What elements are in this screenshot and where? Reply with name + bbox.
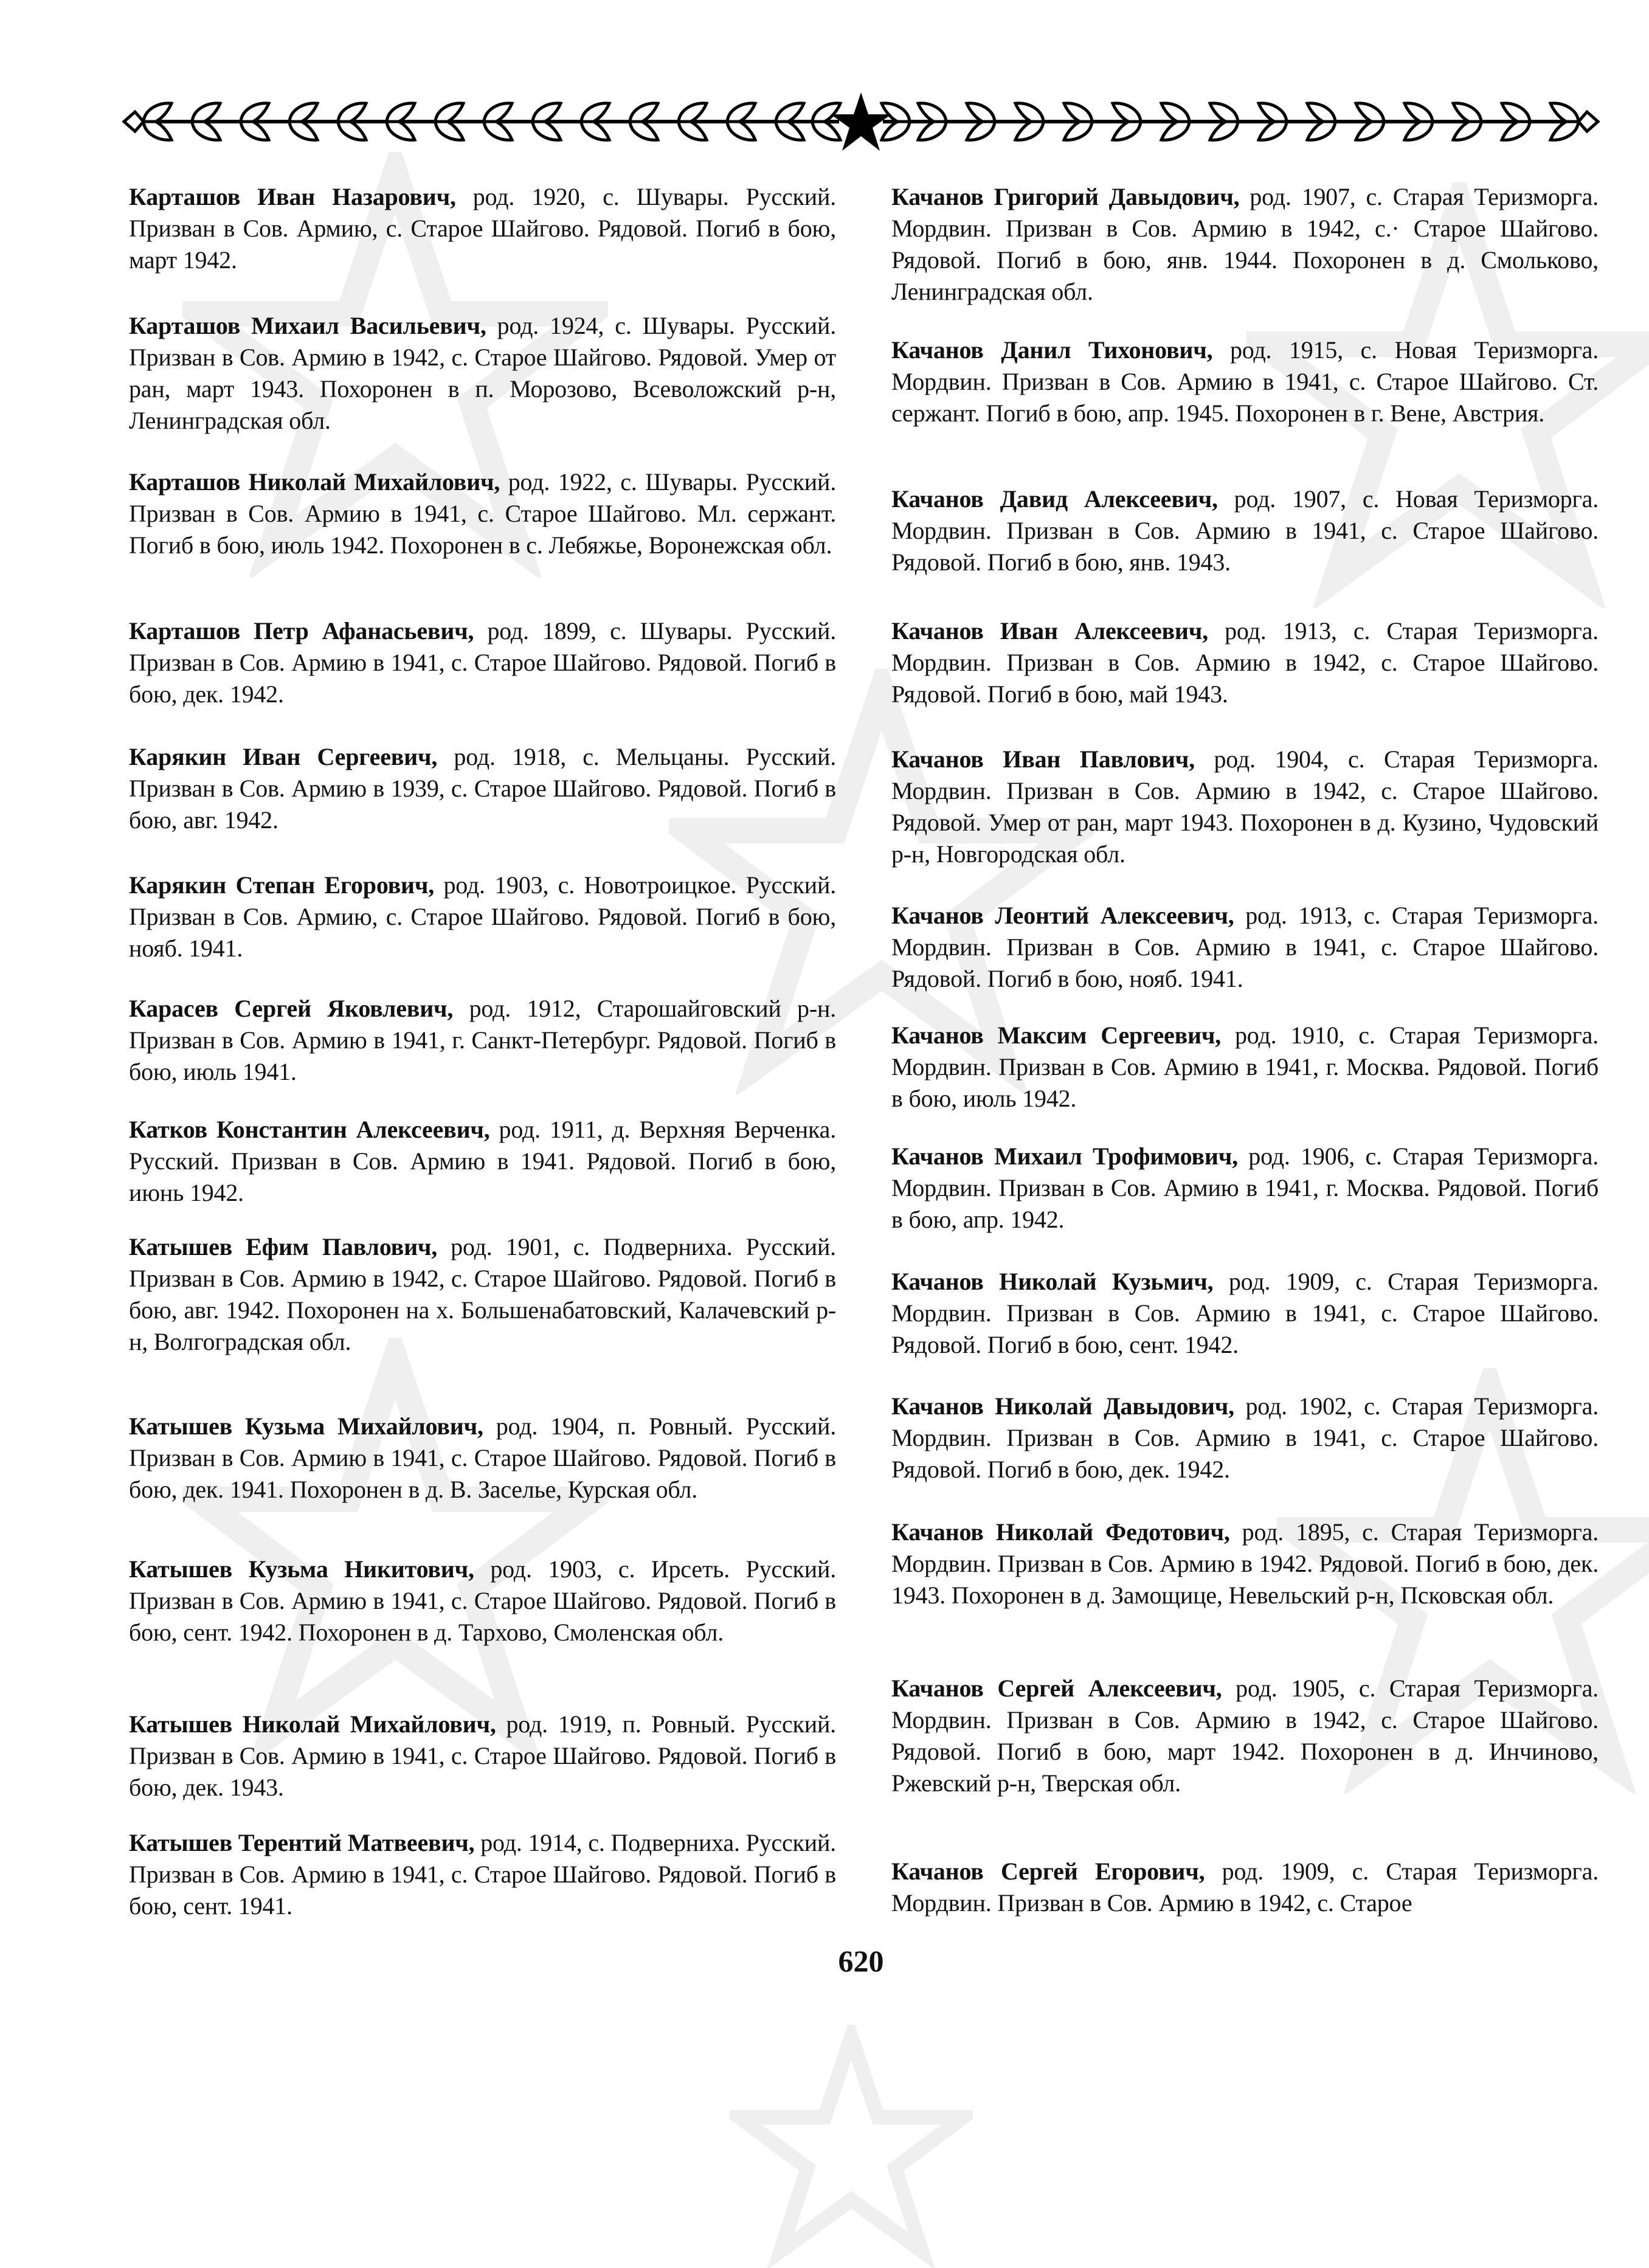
entry-name: Качанов Иван Алексеевич, <box>891 617 1208 645</box>
entry-name: Качанов Максим Сергеевич, <box>891 1022 1221 1049</box>
star-icon <box>831 92 891 151</box>
entry <box>891 900 1599 995</box>
entry-name: Катышев Терентий Матвеевич, <box>129 1829 475 1856</box>
watermark-star-icon <box>730 2025 973 2268</box>
entry <box>891 1141 1599 1236</box>
entry-text: род. 1909, с. Старая Теризморга. Мордвин. Призван в Сов. Армию в 1942, с. Старое <box>891 1858 1599 1917</box>
entry-name: Качанов Леонтий Алексеевич, <box>891 902 1234 929</box>
entry-name: Катков Константин Алексеевич, <box>129 1116 490 1143</box>
entry-text: род. 1899, с. Шувары. Русский. Призван в Сов. Армию в 1941, с. Старое Шайгово. Рядовой. Погиб в бою, дек. 1942. <box>129 617 836 708</box>
entry <box>891 334 1599 429</box>
entry-name: Карякин Иван Сергеевич, <box>129 743 438 770</box>
entry <box>891 1020 1599 1115</box>
entry-text: род. 1920, с. Шувары. Русский. Призван в Сов. Армию, с. Старое Шайгово. Рядовой. Погиб в бою, март 1942. <box>129 183 836 274</box>
entry-name: Катышев Ефим Павлович, <box>129 1233 438 1260</box>
entry-text: род. 1906, с. Старая Теризморга. Мордвин. Призван в Сов. Армию в 1941, г. Москва. Рядовой. Погиб в бою, апр. 1942. <box>891 1143 1599 1233</box>
entry <box>891 1266 1599 1361</box>
entry-text: род. 1912, Старошайговский р-н. Призван в Сов. Армию в 1941, г. Санкт-Петербург. Рядовой. Погиб в бою, июль 1941. <box>129 995 836 1085</box>
entry-text: род. 1902, с. Старая Теризморга. Мордвин. Призван в Сов. Армию в 1941, с. Старое Шайгово. Рядовой. Погиб в бою, дек. 1942. <box>891 1392 1599 1483</box>
entry-name: Карташов Михаил Васильевич, <box>129 312 486 339</box>
entry-name: Качанов Григорий Давыдович, <box>891 183 1240 210</box>
entry-name: Карташов Николай Михайлович, <box>129 468 500 496</box>
entry <box>129 1411 836 1506</box>
entry-name: Катышев Кузьма Никитович, <box>129 1555 474 1583</box>
entry-name: Качанов Николай Давыдович, <box>891 1392 1234 1420</box>
entry-text: род. 1903, с. Новотроицкое. Русский. Призван в Сов. Армию, с. Старое Шайгово. Рядовой. Погиб в бою, нояб. 1941. <box>129 871 836 962</box>
watermark-star-icon <box>182 1338 608 1763</box>
entry <box>129 466 836 561</box>
entry-name: Качанов Иван Павлович, <box>891 745 1195 773</box>
entry-name: Качанов Сергей Алексеевич, <box>891 1675 1222 1702</box>
entry-name: Качанов Данил Тихонович, <box>891 336 1213 364</box>
entry-name: Качанов Сергей Егорович, <box>891 1858 1205 1885</box>
entry-text: род. 1913, с. Старая Теризморга. Мордвин. Призван в Сов. Армию в 1941, с. Старое Шайгово. Рядовой. Погиб в бою, нояб. 1941. <box>891 902 1599 992</box>
entry-text: род. 1915, с. Новая Теризморга. Мордвин. Призван в Сов. Армию в 1941, с. Старое Шайгово. Ст. сержант. Погиб в бою, апр. 1945. Похоронен в г. Вене, Австрия. <box>891 336 1599 427</box>
entry <box>891 744 1599 870</box>
entry-text: род. 1907, с. Новая Теризморга. Мордвин. Призван в Сов. Армию в 1941, с. Старое Шайгово. Рядовой. Погиб в бою, янв. 1943. <box>891 485 1599 576</box>
entry-text: род. 1918, с. Мельцаны. Русский. Призван в Сов. Армию в 1939, с. Старое Шайгово. Рядовой. Погиб в бою, авг. 1942. <box>129 743 836 834</box>
entry-text: род. 1907, с. Старая Теризморга. Мордвин. Призван в Сов. Армию в 1942, с.· Старое Шайгово. Рядовой. Погиб в бою, янв. 1944. Похоронен в д. Смольково, Ленинградская обл. <box>891 183 1599 305</box>
entry-name: Качанов Николай Федотович, <box>891 1518 1230 1546</box>
entry <box>891 1673 1599 1799</box>
entry <box>891 615 1599 710</box>
laurel-ornament-icon <box>122 91 1600 152</box>
entry-text: род. 1911, д. Верхняя Верченка. Русский. Призван в Сов. Армию в 1941. Рядовой. Погиб в бою, июнь 1942. <box>129 1116 836 1206</box>
entry-text: род. 1904, п. Ровный. Русский. Призван в Сов. Армию в 1941, с. Старое Шайгово. Рядовой. Погиб в бою, дек. 1941. Похоронен в д. В. Заселье, Курская обл. <box>129 1412 836 1503</box>
entry-name: Качанов Николай Кузьмич, <box>891 1268 1214 1295</box>
entry <box>891 1391 1599 1485</box>
entry-name: Карташов Петр Афанасьевич, <box>129 617 474 645</box>
entry <box>129 1554 836 1648</box>
entry-name: Карташов Иван Назарович, <box>129 183 456 210</box>
entry-text: род. 1895, с. Старая Теризморга. Мордвин. Призван в Сов. Армию в 1942. Рядовой. Погиб в бою, дек. 1943. Похоронен в д. Замощице, Невельский р-н, Псковская обл. <box>891 1518 1599 1609</box>
entry-text: род. 1914, с. Подверниха. Русский. Призван в Сов. Армию в 1941, с. Старое Шайгово. Рядовой. Погиб в бою, сент. 1941. <box>129 1829 836 1920</box>
entry-name: Качанов Давид Алексеевич, <box>891 485 1218 513</box>
entry-name: Карасев Сергей Яковлевич, <box>129 995 454 1022</box>
entry <box>129 1231 836 1358</box>
entry-text: род. 1913, с. Старая Теризморга. Мордвин. Призван в Сов. Армию в 1942, с. Старое Шайгово. Рядовой. Погиб в бою, май 1943. <box>891 617 1599 708</box>
entry <box>129 615 836 710</box>
entry <box>891 1516 1599 1611</box>
entry <box>129 181 836 276</box>
entry <box>891 483 1599 578</box>
entry-name: Карякин Степан Егорович, <box>129 871 435 899</box>
entry-text: род. 1904, с. Старая Теризморга. Мордвин. Призван в Сов. Армию в 1942, с. Старое Шайгово. Рядовой. Умер от ран, март 1943. Похоронен в д. Кузино, Чудовский р-н, Новгородская обл. <box>891 745 1599 868</box>
entry <box>129 1827 836 1922</box>
entry-text: род. 1922, с. Шувары. Русский. Призван в Сов. Армию в 1941, с. Старое Шайгово. Мл. сержант. Погиб в бою, июль 1942. Похоронен в с. Лебяжье, Воронежская обл. <box>129 468 836 559</box>
entry-text: род. 1905, с. Старая Теризморга. Мордвин. Призван в Сов. Армию в 1942, с. Старое Шайгово. Рядовой. Погиб в бою, март 1942. Похоронен в д. Инчиново, Ржевский р-н, Тверская обл. <box>891 1675 1599 1797</box>
entry-text: род. 1924, с. Шувары. Русский. Призван в Сов. Армию в 1942, с. Старое Шайгово. Рядовой. Умер от ран, март 1943. Похоронен в п. Морозово, Всеволожский р-н, Ленинградская обл. <box>129 312 837 434</box>
entry-text: род. 1919, п. Ровный. Русский. Призван в Сов. Армию в 1941, с. Старое Шайгово. Рядовой. Погиб в бою, дек. 1943. <box>129 1710 836 1801</box>
entry <box>129 993 836 1088</box>
entry <box>129 870 836 964</box>
entry <box>891 1856 1599 1919</box>
entry <box>129 310 836 437</box>
entry <box>129 741 836 836</box>
entry <box>129 1709 836 1803</box>
entry-text: род. 1910, с. Старая Теризморга. Мордвин. Призван в Сов. Армию в 1941, г. Москва. Рядовой. Погиб в бою, июль 1942. <box>891 1022 1599 1112</box>
entry <box>891 181 1599 308</box>
entry <box>129 1114 836 1209</box>
entry-text: род. 1903, с. Ирсеть. Русский. Призван в Сов. Армию в 1941, с. Старое Шайгово. Рядовой. Погиб в бою, сент. 1942. Похоронен в д. Тархово, Смоленская обл. <box>129 1555 836 1646</box>
entry-name: Качанов Михаил Трофимович, <box>891 1143 1238 1170</box>
entry-name: Катышев Кузьма Михайлович, <box>129 1412 483 1440</box>
entry-name: Катышев Николай Михайлович, <box>129 1710 496 1738</box>
entry-text: род. 1909, с. Старая Теризморга. Мордвин. Призван в Сов. Армию в 1941, с. Старое Шайгово. Рядовой. Погиб в бою, сент. 1942. <box>891 1268 1599 1358</box>
entry-text: род. 1901, с. Подверниха. Русский. Призван в Сов. Армию в 1942, с. Старое Шайгово. Рядовой. Погиб в бою, авг. 1942. Похоронен на х. Большенабатовский, Калачевский р-н, Волгоградская обл. <box>129 1233 836 1355</box>
page-number: 620 <box>838 1944 884 1978</box>
